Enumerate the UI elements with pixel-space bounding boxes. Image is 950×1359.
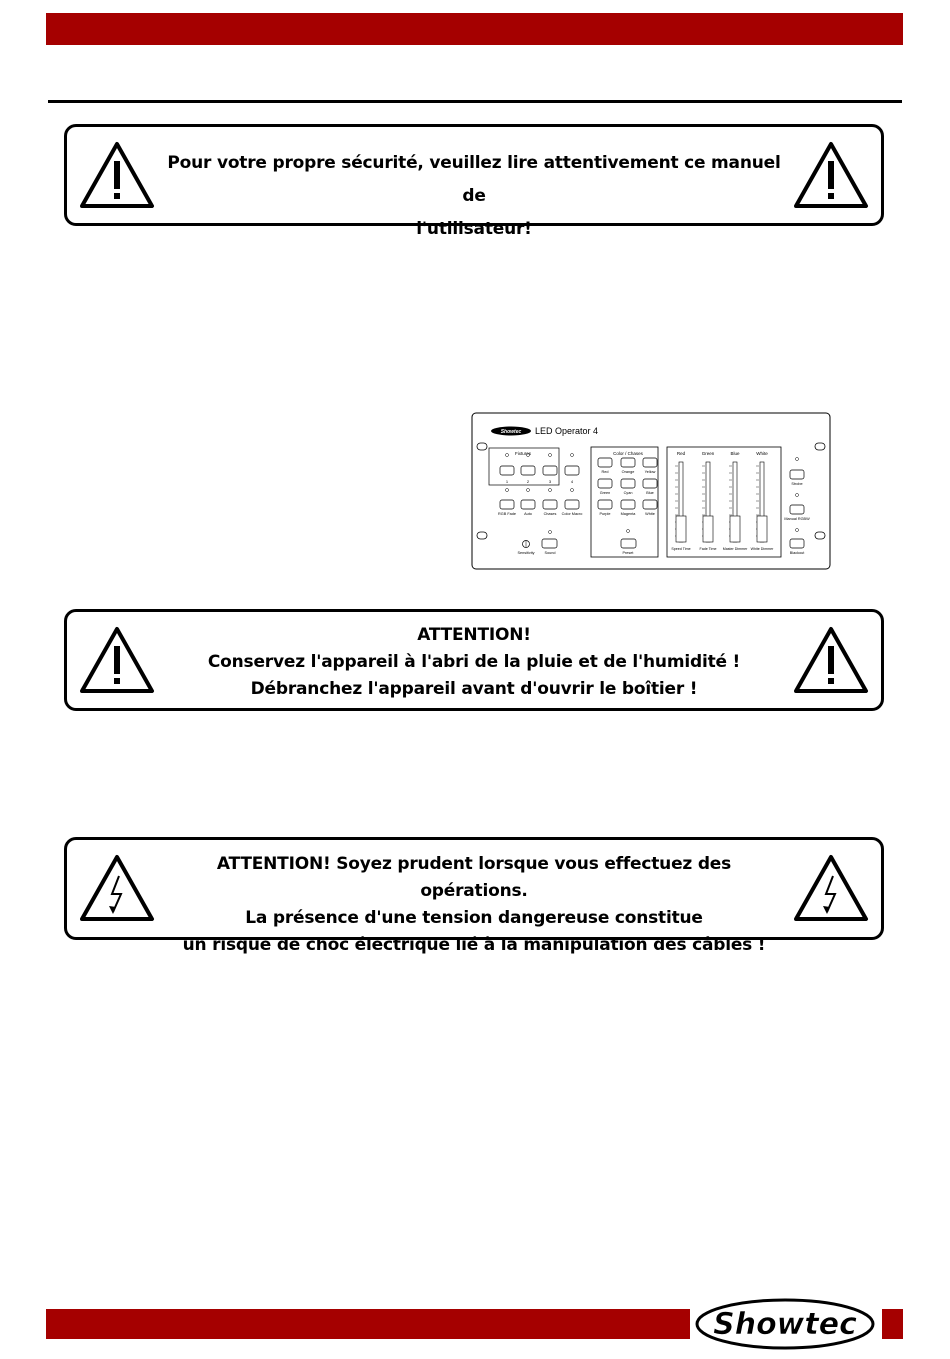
svg-text:Cyan: Cyan bbox=[623, 491, 633, 495]
sensitivity-label: Sensitivity bbox=[517, 551, 535, 555]
warning-triangle-icon bbox=[793, 141, 869, 209]
header-bar bbox=[46, 13, 903, 45]
fixtures-label: Fixtures bbox=[514, 451, 532, 456]
electric-warning-box bbox=[64, 837, 884, 955]
device-title: LED Operator 4 bbox=[535, 426, 599, 436]
svg-text:Blue: Blue bbox=[646, 491, 654, 495]
fader-bottom-label: White Dimmer bbox=[750, 547, 774, 551]
svg-text:2: 2 bbox=[526, 479, 530, 484]
fader-knob bbox=[676, 516, 686, 542]
footer-bar-end bbox=[882, 1309, 903, 1339]
svg-text:4: 4 bbox=[570, 479, 574, 484]
fader-label-green: Green bbox=[701, 451, 715, 456]
svg-text:RGB Fade: RGB Fade bbox=[498, 512, 516, 516]
safety-warning-line2: l'utilisateur! bbox=[416, 219, 532, 239]
electric-line3: un risque de choc électrique lié à la manipulation des câbles ! bbox=[182, 935, 766, 955]
svg-text:1: 1 bbox=[505, 479, 509, 484]
device-brand: Showtec bbox=[500, 429, 522, 435]
attention-line2: Conservez l'appareil à l'abri de la pluie et de l'humidité ! bbox=[207, 652, 741, 672]
fader-knob bbox=[730, 516, 740, 542]
fader-label-blue: Blue bbox=[730, 451, 740, 456]
fader-knob bbox=[757, 516, 767, 542]
svg-text:Blackout: Blackout bbox=[789, 551, 805, 555]
svg-text:Green: Green bbox=[599, 491, 611, 495]
safety-warning-box bbox=[64, 124, 884, 239]
electric-line1: ATTENTION! Soyez prudent lorsque vous effectuez des opérations. bbox=[216, 854, 732, 901]
attention-line1: ATTENTION! bbox=[417, 625, 531, 645]
svg-text:Auto: Auto bbox=[524, 512, 532, 516]
header-rule bbox=[48, 100, 902, 103]
fader-label-red: Red bbox=[676, 451, 686, 456]
svg-text:Magenta: Magenta bbox=[620, 512, 636, 516]
electric-warning-icon bbox=[79, 854, 155, 922]
svg-text:3: 3 bbox=[548, 479, 552, 484]
svg-text:Red: Red bbox=[601, 470, 609, 474]
electric-warning-icon bbox=[793, 854, 869, 922]
svg-text:Yellow: Yellow bbox=[644, 470, 656, 474]
showtec-logo bbox=[693, 1296, 879, 1352]
warning-triangle-icon bbox=[79, 141, 155, 209]
fader-knob bbox=[703, 516, 713, 542]
fader-label-white: White bbox=[756, 451, 768, 456]
fader-bottom-label: Speed Time bbox=[671, 547, 691, 551]
warning-triangle-icon bbox=[793, 626, 869, 694]
warning-triangle-icon bbox=[79, 626, 155, 694]
safety-warning-line1: Pour votre propre sécurité, veuillez lire attentivement ce manuel de bbox=[167, 153, 781, 206]
fader-bottom-label: Master Dimmer bbox=[722, 547, 748, 551]
fader-bottom-label: Fade Time bbox=[699, 547, 717, 551]
logo-text: Showtec bbox=[713, 1307, 857, 1342]
svg-text:Color Macro: Color Macro bbox=[561, 512, 583, 516]
svg-text:Chases: Chases bbox=[543, 512, 557, 516]
preset-label: Preset bbox=[622, 551, 634, 555]
svg-text:Purple: Purple bbox=[599, 512, 611, 516]
svg-text:Manual RGBW: Manual RGBW bbox=[784, 517, 810, 521]
electric-line2: La présence d'une tension dangereuse constitue bbox=[245, 908, 703, 928]
color-chases-label: Color / Chases bbox=[613, 451, 643, 456]
svg-text:Strobe: Strobe bbox=[791, 482, 803, 486]
svg-text:Orange: Orange bbox=[621, 470, 635, 474]
sound-label: Sound bbox=[544, 551, 556, 555]
led-operator-illustration bbox=[471, 412, 831, 570]
attention-warning-box bbox=[64, 609, 884, 711]
electric-warning-text bbox=[167, 851, 781, 959]
svg-text:White: White bbox=[645, 512, 655, 516]
attention-warning-text bbox=[167, 622, 781, 703]
safety-warning-text bbox=[167, 147, 781, 246]
footer-bar bbox=[46, 1309, 690, 1339]
attention-line3: Débranchez l'appareil avant d'ouvrir le boîtier ! bbox=[250, 679, 698, 699]
